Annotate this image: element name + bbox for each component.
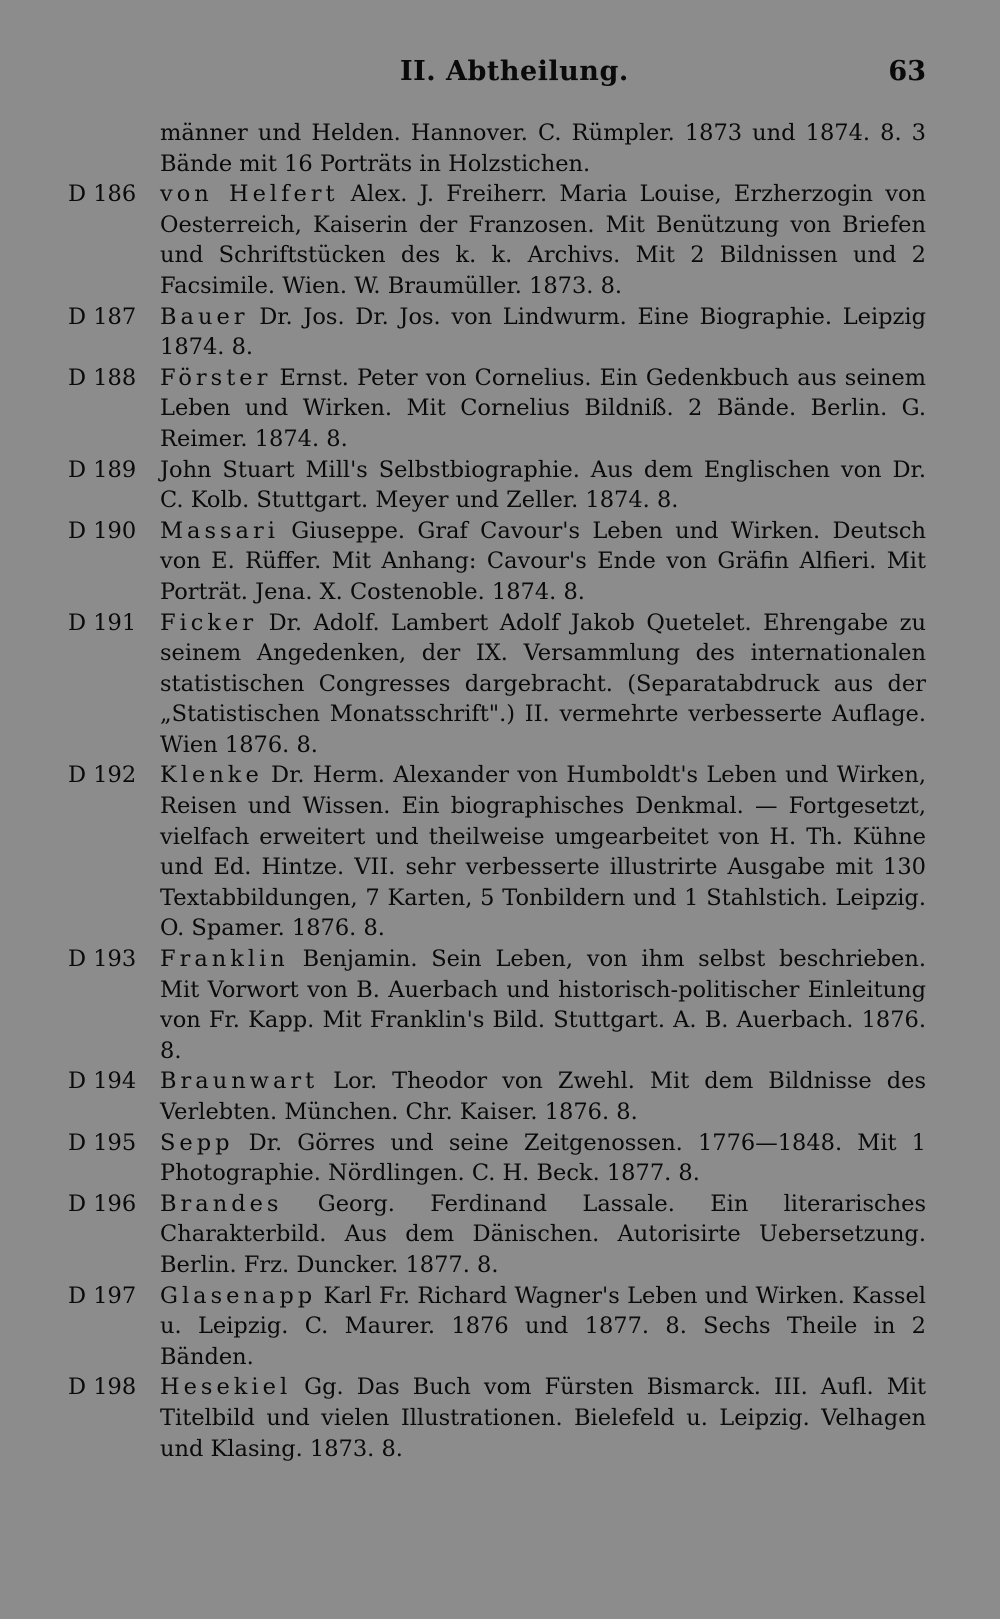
entry-body: Alex. J. Freiherr. Maria Louise, Erzherzogin von Oesterreich, Kaiserin der Franzosen. Mit Benützung von Briefen und Schriftstücken des k. k. Archivs. Mit 2 Bildnissen und 2 Facsimile. Wien. W. Braumüller. 1873. 8. (160, 181, 926, 299)
entry-body: John Stuart Mill's Selbstbiographie. Aus dem Englischen von Dr. C. Kolb. Stuttgart. Meyer und Zeller. 1874. 8. (160, 456, 926, 514)
catalog-entry (68, 608, 926, 761)
entry-body: Dr. Görres und seine Zeitgenossen. 1776—1848. Mit 1 Photographie. Nördlingen. C. H. Beck. 1877. 8. (160, 1129, 926, 1187)
entry-author: Klenke (160, 762, 263, 789)
catalog-entry (68, 363, 926, 455)
entry-body: Ernst. Peter von Cornelius. Ein Gedenkbuch aus seinem Leben und Wirken. Mit Cornelius Bildniß. 2 Bände. Berlin. G. Reimer. 1874. 8. (160, 364, 926, 452)
entry-author: Förster (160, 364, 272, 391)
catalog-entry (68, 118, 926, 179)
entry-author: Glasenapp (160, 1282, 317, 1309)
entry-author: Massari (160, 517, 279, 544)
entry-id: D 195 (68, 1129, 137, 1156)
entry-text (160, 1189, 926, 1281)
entry-text (160, 1066, 926, 1127)
entry-author: von Helfert (160, 181, 339, 208)
catalog-entry (68, 1372, 926, 1464)
entry-id: D 188 (68, 364, 137, 391)
entry-text (160, 1372, 926, 1464)
book-page (68, 56, 926, 1464)
entry-id: D 191 (68, 609, 137, 636)
entry-text (160, 302, 926, 363)
entry-text (160, 118, 926, 179)
entry-id: D 196 (68, 1190, 137, 1217)
entry-text (160, 944, 926, 1066)
page-number: 63 (888, 56, 926, 87)
catalog-entries (68, 118, 926, 1464)
entry-text (160, 1281, 926, 1373)
catalog-entry (68, 455, 926, 516)
catalog-entry (68, 1128, 926, 1189)
catalog-entry (68, 1189, 926, 1281)
entry-body: Karl Fr. Richard Wagner's Leben und Wirken. Kassel u. Leipzig. C. Maurer. 1876 und 1877. 8. Sechs Theile in 2 Bänden. (160, 1282, 926, 1370)
catalog-entry (68, 516, 926, 608)
entry-text (160, 179, 926, 301)
entry-body: Benjamin. Sein Leben, von ihm selbst beschrieben. Mit Vorwort von B. Auerbach und historisch-politischer Einleitung von Fr. Kapp. Mit Franklin's Bild. Stuttgart. A. B. Auerbach. 1876. 8. (160, 946, 926, 1064)
catalog-entry (68, 944, 926, 1066)
entry-author: Hesekiel (160, 1374, 292, 1401)
entry-text (160, 1128, 926, 1189)
entry-id: D 187 (68, 303, 137, 330)
entry-body: Gg. Das Buch vom Fürsten Bismarck. III. Aufl. Mit Titelbild und vielen Illustrationen. Bielefeld u. Leipzig. Velhagen und Klasing. 1873. 8. (160, 1374, 926, 1462)
catalog-entry (68, 1281, 926, 1373)
entry-id: D 192 (68, 762, 137, 789)
entry-text (160, 516, 926, 608)
entry-body: Dr. Herm. Alexander von Humboldt's Leben und Wirken, Reisen und Wissen. Ein biographisches Denkmal. — Fortgesetzt, vielfach erweitert und theilweise umgearbeitet von H. Th. Kühne und Ed. Hintze. VII. sehr verbesserte illustrirte Ausgabe mit 130 Textabbildungen, 7 Karten, 5 Tonbildern und 1 Stahlstich. Leipzig. O. Spamer. 1876. 8. (160, 762, 926, 942)
entry-text (160, 363, 926, 455)
catalog-entry (68, 179, 926, 301)
entry-body: Lor. Theodor von Zwehl. Mit dem Bildnisse des Verlebten. München. Chr. Kaiser. 1876. 8. (160, 1068, 926, 1125)
page-header (68, 56, 926, 100)
entry-body: Dr. Jos. Dr. Jos. von Lindwurm. Eine Biographie. Leipzig 1874. 8. (160, 303, 926, 361)
entry-id: D 193 (68, 946, 137, 973)
entry-body: Georg. Ferdinand Lassale. Ein literarisches Charakterbild. Aus dem Dänischen. Autorisirte Uebersetzung. Berlin. Frz. Duncker. 1877. 8. (160, 1190, 926, 1278)
entry-id: D 194 (68, 1068, 137, 1095)
entry-author: Brandes (160, 1190, 283, 1217)
entry-body: Dr. Adolf. Lambert Adolf Jakob Quetelet. Ehrengabe zu seinem Angedenken, der IX. Versammlung des internationalen statistischen Congresses dargebracht. (Separatabdruck aus der „Statistischen Monatsschrift".) II. vermehrte verbesserte Auflage. Wien 1876. 8. (160, 609, 926, 758)
entry-body: Giuseppe. Graf Cavour's Leben und Wirken. Deutsch von E. Rüffer. Mit Anhang: Cavour's Ende von Gräfin Alfieri. Mit Porträt. Jena. X. Costenoble. 1874. 8. (160, 517, 926, 605)
entry-author: Braunwart (160, 1068, 319, 1095)
entry-text (160, 455, 926, 516)
entry-id (68, 118, 160, 179)
entry-id: D 190 (68, 517, 137, 544)
catalog-entry (68, 760, 926, 944)
entry-author: Sepp (160, 1129, 234, 1156)
entry-text (160, 608, 926, 761)
entry-id: D 198 (68, 1374, 137, 1401)
entry-author: Bauer (160, 303, 249, 330)
entry-id: D 186 (68, 181, 137, 208)
catalog-entry (68, 1066, 926, 1127)
entry-id: D 197 (68, 1282, 137, 1309)
entry-author: Ficker (160, 609, 258, 636)
entry-id: D 189 (68, 456, 137, 483)
entry-body: männer und Helden. Hannover. C. Rümpler. 1873 und 1874. 8. 3 Bände mit 16 Porträts in Holzstichen. (160, 120, 926, 177)
section-title: II. Abtheilung. (400, 56, 629, 87)
catalog-entry (68, 302, 926, 363)
entry-text (160, 760, 926, 944)
entry-author: Franklin (160, 946, 289, 973)
